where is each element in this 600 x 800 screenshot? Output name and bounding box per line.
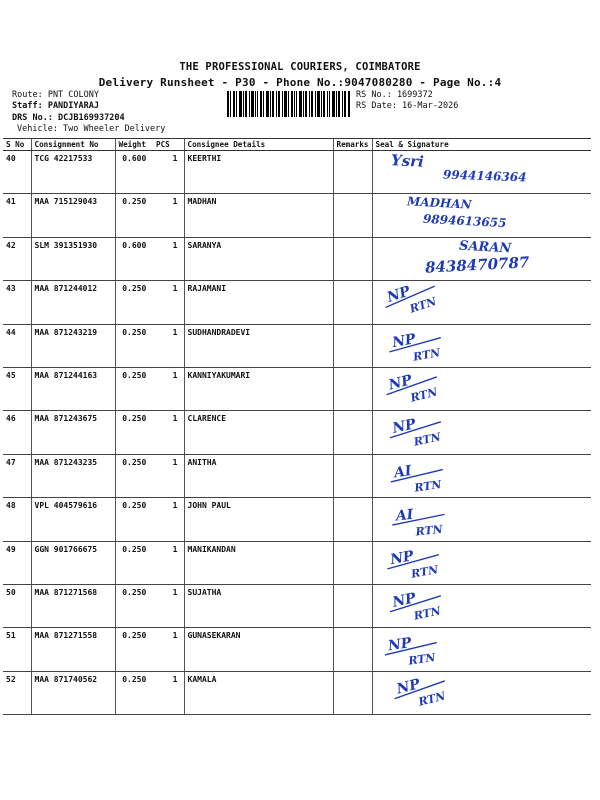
sno-cell: 51 [3,628,31,671]
route-label: Route: PNT COLONY [12,90,99,100]
consignee-cell: KAMALA [184,671,333,714]
remarks-cell [333,584,372,627]
signature-cell [372,281,591,324]
pcs-cell: 1 [153,541,184,584]
table-row [3,498,591,541]
np-rtn-stamp [373,628,592,670]
consignee-cell: CLARENCE [184,411,333,454]
np-text: NP [390,590,417,611]
header-seal-signature: Seal & Signature [372,139,591,151]
pcs-cell: 1 [153,324,184,367]
consignment-no-cell: VPL 404579616 [31,498,115,541]
weight-cell: 0.250 [115,367,153,410]
np-text: NP [384,283,412,307]
sno-cell: 49 [3,541,31,584]
weight-cell: 0.250 [115,324,153,367]
remarks-cell [333,194,372,237]
consignee-cell: ANITHA [184,454,333,497]
remarks-cell [333,151,372,194]
sno-cell: 47 [3,454,31,497]
company-title: THE PROFESSIONAL COURIERS, COIMBATORE [179,61,421,73]
signature-keerthi: Ysri [390,151,424,171]
sno-cell: 46 [3,411,31,454]
rs-number: RS No.: 1699372 [356,90,433,100]
table-row [3,584,591,627]
header-sno: S No [3,139,31,151]
np-rtn-stamp [373,325,592,367]
table-row [3,151,591,194]
header-consignee-details: Consignee Details [184,139,333,151]
sno-cell: 50 [3,584,31,627]
signature-cell [372,237,591,280]
weight-cell: 0.250 [115,454,153,497]
pcs-cell: 1 [153,281,184,324]
remarks-cell [333,411,372,454]
np-rtn-stamp [373,542,592,584]
phone-keerthi: 9944146364 [442,167,527,185]
consignee-cell: MANIKANDAN [184,541,333,584]
consignment-no-cell: GGN 901766675 [31,541,115,584]
sno-cell: 45 [3,367,31,410]
consignee-cell: GUNASEKARAN [184,628,333,671]
vehicle-label: Vehicle: Two Wheeler Delivery [17,124,166,134]
staff-label: Staff: PANDIYARAJ [12,101,99,111]
pcs-cell: 1 [153,671,184,714]
rtn-text: RTN [407,651,436,668]
np-rtn-stamp [373,368,592,410]
header-weight: Weight [115,139,153,151]
runsheet-subtitle: Delivery Runsheet - P30 - Phone No.:9047080280 - Page No.:4 [98,76,502,89]
np-text: NP [388,547,415,568]
rtn-text: RTN [407,294,438,316]
pcs-cell: 1 [153,454,184,497]
pcs-cell: 1 [153,411,184,454]
consignee-cell: SARANYA [184,237,333,280]
np-rtn-stamp [373,498,592,540]
consignee-cell: MADHAN [184,194,333,237]
pcs-cell: 1 [153,584,184,627]
signature-madhan: MADHAN [406,194,472,213]
weight-cell: 0.250 [115,194,153,237]
weight-cell: 0.250 [115,541,153,584]
consignment-no-cell: MAA 871740562 [31,671,115,714]
consignment-no-cell: MAA 871243219 [31,324,115,367]
table-row [3,628,591,671]
consignment-no-cell: MAA 871243675 [31,411,115,454]
rtn-text: RTN [416,689,447,709]
signature-cell [372,324,591,367]
header-pcs: PCS [153,139,184,151]
remarks-cell [333,324,372,367]
signature-cell [372,628,591,671]
signature-cell [372,454,591,497]
consignment-no-cell: SLM 391351930 [31,237,115,280]
pcs-cell: 1 [153,237,184,280]
remarks-cell [333,541,372,584]
remarks-cell [333,367,372,410]
remarks-cell [333,628,372,671]
table-row [3,411,591,454]
table-row [3,324,591,367]
signature-cell [372,194,591,237]
signature-cell [372,584,591,627]
rtn-text: RTN [414,522,443,539]
rtn-text: RTN [409,562,439,581]
table-row [3,281,591,324]
table-header-row [3,139,591,151]
consignee-cell: SUJATHA [184,584,333,627]
phone-madhan: 9894613655 [422,212,507,231]
np-rtn-stamp [373,455,592,497]
np-text: AI [392,462,413,482]
consignment-no-cell: MAA 871244012 [31,281,115,324]
header-consignment-no: Consignment No [31,139,115,151]
pcs-cell: 1 [153,367,184,410]
sno-cell: 42 [3,237,31,280]
consignee-cell: RAJAMANI [184,281,333,324]
sno-cell: 48 [3,498,31,541]
rtn-text: RTN [412,430,442,450]
np-text: NP [386,635,412,655]
consignee-cell: KEERTHI [184,151,333,194]
sno-cell: 40 [3,151,31,194]
signature-cell [372,151,591,194]
rs-date: RS Date: 16-Mar-2026 [356,101,459,111]
weight-cell: 0.250 [115,628,153,671]
weight-cell: 0.600 [115,237,153,280]
np-rtn-stamp [373,411,592,453]
weight-cell: 0.250 [115,498,153,541]
consignment-no-cell: TCG 42217533 [31,151,115,194]
consignment-no-cell: MAA 715129043 [31,194,115,237]
sno-cell: 41 [3,194,31,237]
weight-cell: 0.250 [115,411,153,454]
sno-cell: 44 [3,324,31,367]
runsheet-table [3,138,591,715]
np-text: AI [394,506,414,525]
drs-number: DRS No.: DCJB169937204 [12,113,125,123]
rtn-text: RTN [408,385,439,405]
np-text: NP [390,416,417,438]
remarks-cell [333,671,372,714]
remarks-cell [333,237,372,280]
table-row [3,671,591,714]
consignee-cell: JOHN PAUL [184,498,333,541]
consignment-no-cell: MAA 871271558 [31,628,115,671]
consignee-cell: SUDHANDRADEVI [184,324,333,367]
consignee-cell: KANNIYAKUMARI [184,367,333,410]
np-rtn-stamp [373,281,592,323]
table-body [3,151,591,715]
rtn-text: RTN [412,604,442,623]
table-row [3,194,591,237]
remarks-cell [333,498,372,541]
consignment-no-cell: MAA 871243235 [31,454,115,497]
table-row [3,367,591,410]
pcs-cell: 1 [153,194,184,237]
weight-cell: 0.250 [115,671,153,714]
signature-cell [372,541,591,584]
consignment-no-cell: MAA 871271568 [31,584,115,627]
signature-cell [372,367,591,410]
rtn-text: RTN [413,477,442,495]
table-row [3,237,591,280]
barcode-image [227,91,351,117]
np-text: NP [386,372,414,394]
rtn-text: RTN [411,345,441,364]
weight-cell: 0.250 [115,281,153,324]
table-row [3,541,591,584]
pcs-cell: 1 [153,151,184,194]
table-row [3,454,591,497]
np-rtn-stamp [373,585,592,627]
remarks-cell [333,281,372,324]
signature-cell [372,498,591,541]
signature-cell [372,671,591,714]
consignment-no-cell: MAA 871244163 [31,367,115,410]
weight-cell: 0.250 [115,584,153,627]
remarks-cell [333,454,372,497]
np-text: NP [394,676,422,698]
weight-cell: 0.600 [115,151,153,194]
header-remarks: Remarks [333,139,372,151]
np-text: NP [390,330,417,351]
signature-saranya: SARAN [458,238,512,257]
np-rtn-stamp [373,672,592,714]
sno-cell: 43 [3,281,31,324]
pcs-cell: 1 [153,498,184,541]
sno-cell: 52 [3,671,31,714]
phone-saranya: 8438470787 [424,253,530,277]
pcs-cell: 1 [153,628,184,671]
signature-cell [372,411,591,454]
